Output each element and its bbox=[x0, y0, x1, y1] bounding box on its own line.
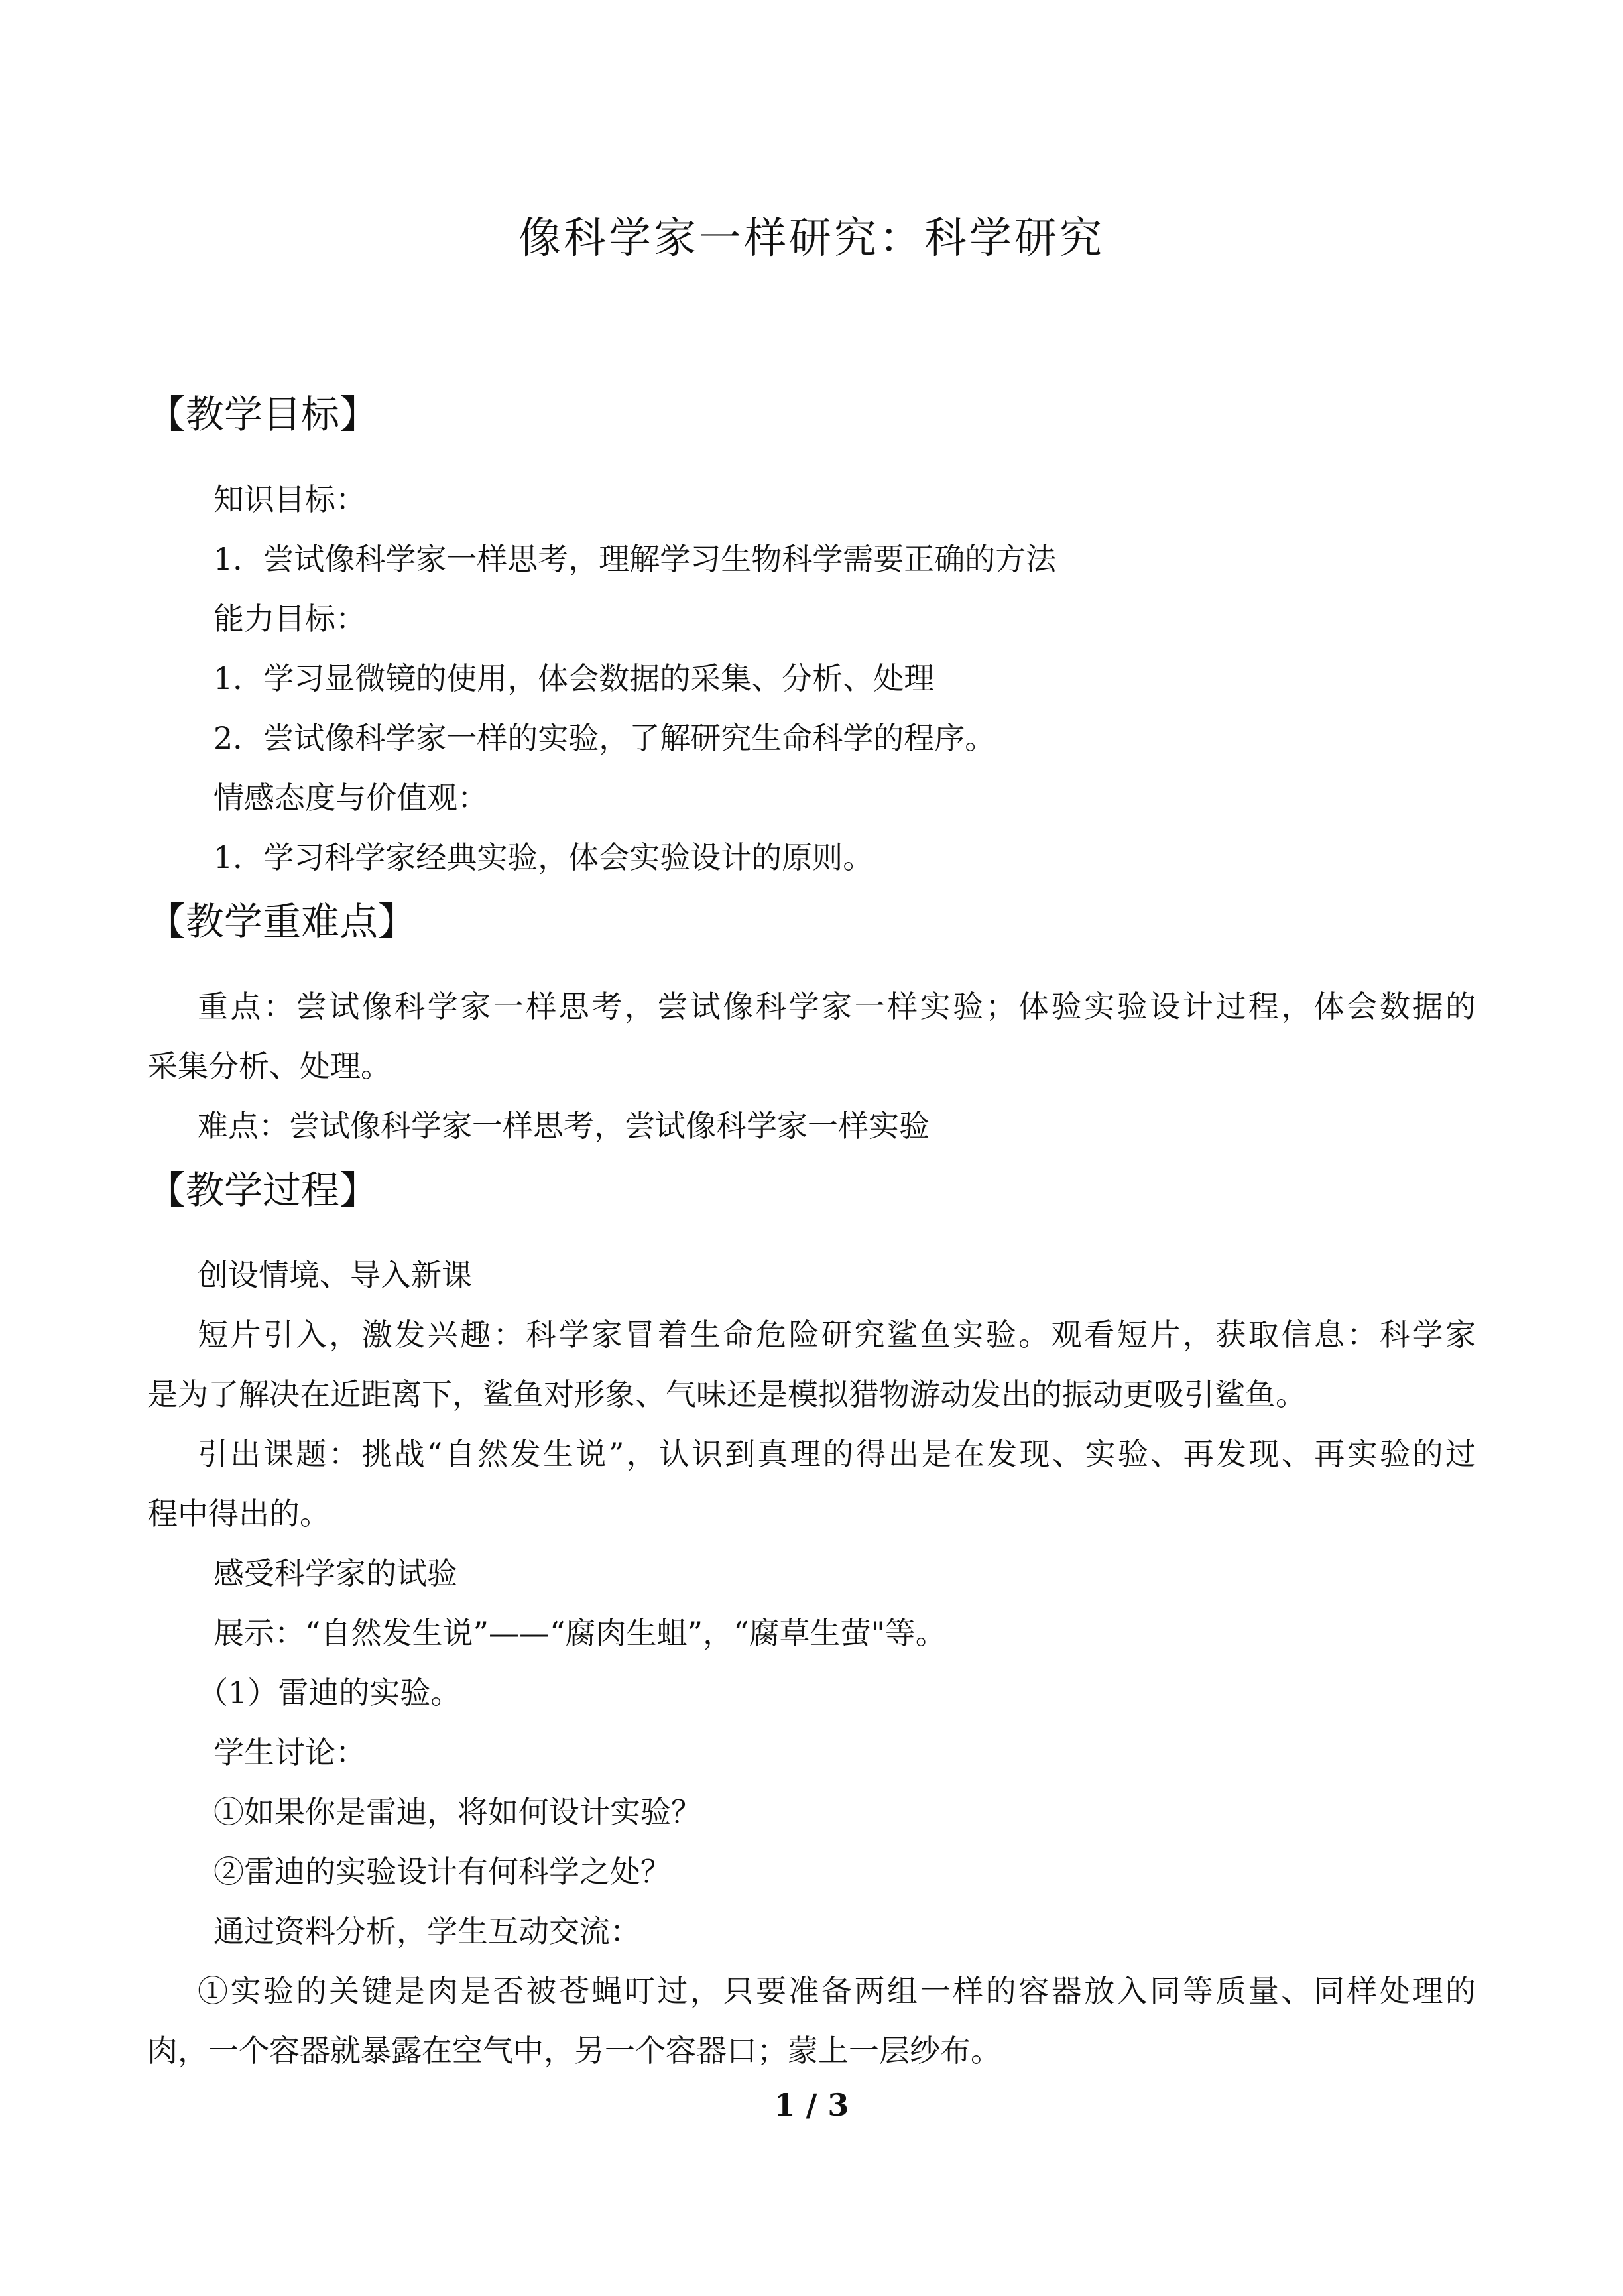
answer-paragraph-line: ①实验的关键是肉是否被苍蝇叮过，只要准备两组一样的容器放入同等质量、同样处理的 bbox=[198, 1973, 1476, 2009]
knowledge-objective-label: 知识目标： bbox=[213, 481, 366, 517]
emotion-objective-item: 1．学习科学家经典实验，体会实验设计的原则。 bbox=[213, 839, 874, 875]
intro-paragraph-line: 是为了解决在近距离下，鲨鱼对形象、气味还是模拟猎物游动发出的振动更吸引鲨鱼。 bbox=[147, 1376, 1306, 1412]
discussion-question: ②雷迪的实验设计有何科学之处？ bbox=[213, 1854, 671, 1890]
ability-objective-item: 2．尝试像科学家一样的实验，了解研究生命科学的程序。 bbox=[213, 720, 996, 756]
topic-paragraph-line: 程中得出的。 bbox=[147, 1496, 330, 1532]
page-number: 1 / 3 bbox=[774, 2087, 849, 2123]
focus-paragraph-line: 重点：尝试像科学家一样思考，尝试像科学家一样实验；体验实验设计过程，体会数据的 bbox=[198, 989, 1476, 1024]
difficulty-paragraph: 难点：尝试像科学家一样思考，尝试像科学家一样实验 bbox=[198, 1108, 930, 1144]
show-line: 展示：“自然发生说”——“腐肉生蛆”，“腐草生萤"等。 bbox=[213, 1615, 946, 1651]
discussion-question: ①如果你是雷迪，将如何设计实验？ bbox=[213, 1794, 701, 1830]
document-title: 像科学家一样研究：科学研究 bbox=[518, 214, 1105, 263]
emotion-objective-label: 情感态度与价值观： bbox=[213, 780, 488, 816]
focus-paragraph-line: 采集分析、处理。 bbox=[147, 1048, 391, 1084]
section-heading-key-points: 【教学重难点】 bbox=[147, 899, 417, 944]
discussion-label: 学生讨论： bbox=[213, 1734, 366, 1770]
redi-experiment-line: （1）雷迪的实验。 bbox=[198, 1675, 461, 1711]
knowledge-objective-item: 1．尝试像科学家一样思考，理解学习生物科学需要正确的方法 bbox=[213, 541, 1057, 577]
topic-paragraph-line: 引出课题：挑战“自然发生说”，认识到真理的得出是在发现、实验、再发现、再实验的过 bbox=[198, 1436, 1476, 1472]
process-step: 创设情境、导入新课 bbox=[198, 1257, 472, 1293]
analysis-label: 通过资料分析，学生互动交流： bbox=[213, 1913, 640, 1949]
section-heading-objectives: 【教学目标】 bbox=[147, 392, 379, 437]
ability-objective-item: 1．学习显微镜的使用，体会数据的采集、分析、处理 bbox=[213, 660, 935, 696]
intro-paragraph-line: 短片引入，激发兴趣：科学家冒着生命危险研究鲨鱼实验。观看短片，获取信息：科学家 bbox=[198, 1317, 1476, 1353]
answer-paragraph-line: 肉，一个容器就暴露在空气中，另一个容器口；蒙上一层纱布。 bbox=[147, 2033, 1001, 2069]
process-step: 感受科学家的试验 bbox=[213, 1555, 457, 1591]
section-heading-process: 【教学过程】 bbox=[147, 1168, 379, 1213]
ability-objective-label: 能力目标： bbox=[213, 601, 366, 636]
